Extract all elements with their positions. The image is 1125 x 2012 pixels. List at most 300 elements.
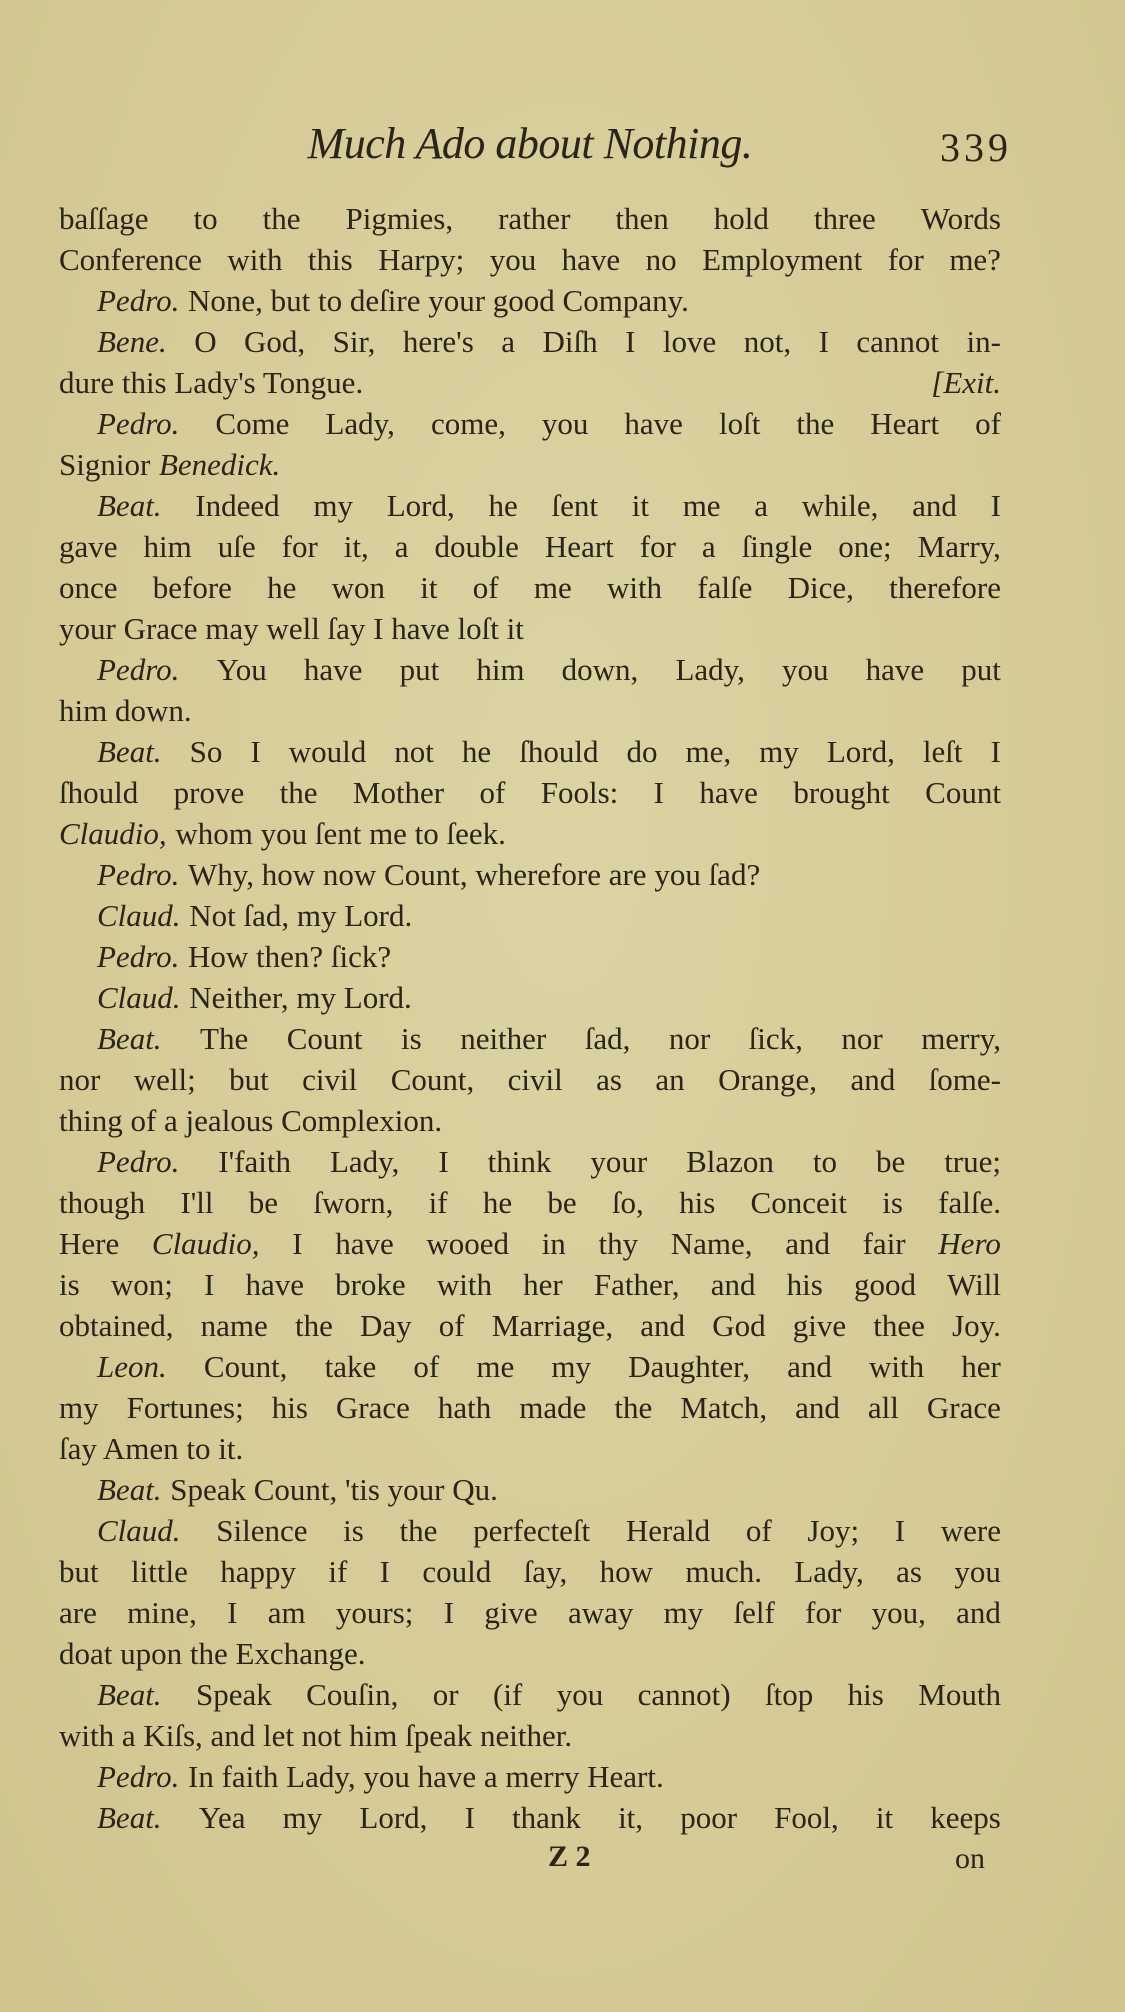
- word: brought: [793, 775, 890, 810]
- word: hath: [437, 1390, 492, 1425]
- word: give: [792, 1308, 847, 1343]
- word: with: [227, 242, 283, 277]
- text-line: [59, 772, 1001, 813]
- word: made: [519, 1390, 587, 1425]
- word: how: [599, 1554, 653, 1589]
- word: leſt: [922, 734, 963, 769]
- speaker-name: Claudio,: [59, 816, 167, 851]
- word: in-: [966, 324, 1001, 359]
- word: Dice,: [787, 570, 854, 605]
- word: have: [561, 242, 621, 277]
- line-text: In faith Lady, you have a merry Heart.: [188, 1759, 664, 1794]
- word: ſtop: [765, 1677, 814, 1712]
- text-line: [59, 198, 1001, 239]
- word: the: [796, 406, 835, 441]
- word: civil: [302, 1062, 358, 1097]
- line-text: None, but to deſire your good Company.: [188, 283, 689, 318]
- text-line: [59, 1756, 1001, 1797]
- word: my: [59, 1390, 99, 1425]
- word: thank: [512, 1800, 581, 1835]
- word: won;: [110, 1267, 173, 1302]
- speaker-name: Pedro.: [97, 1759, 180, 1794]
- text-line: [59, 1551, 1001, 1592]
- word: Daughter,: [628, 1349, 750, 1384]
- word: while,: [801, 488, 879, 523]
- word: ſad,: [584, 1021, 631, 1056]
- word: gave: [59, 529, 118, 564]
- word: broke: [335, 1267, 406, 1302]
- word: with: [869, 1349, 925, 1384]
- word: Count: [925, 775, 1001, 810]
- line-text: your Grace may well ſay I have loſt it: [59, 611, 524, 646]
- word: could: [422, 1554, 492, 1589]
- word: Joy.: [952, 1308, 1001, 1343]
- word: me: [682, 488, 721, 523]
- word: me: [533, 570, 572, 605]
- text-line: [59, 1100, 1001, 1141]
- text-line: [59, 813, 1001, 854]
- word: you,: [871, 1595, 926, 1630]
- word: ſay,: [523, 1554, 568, 1589]
- speaker-name: Beat.: [97, 1472, 162, 1507]
- word: Mouth: [918, 1677, 1001, 1712]
- word: hold: [713, 201, 769, 236]
- word: with: [436, 1267, 492, 1302]
- word: Fortunes;: [126, 1390, 244, 1425]
- word: to: [193, 201, 218, 236]
- line-text: ſay Amen to it.: [59, 1431, 244, 1466]
- word: he: [461, 734, 492, 769]
- word: the: [614, 1390, 653, 1425]
- line-text: How then? ſick?: [188, 939, 392, 974]
- word: have: [245, 1267, 304, 1302]
- word: is: [401, 1021, 422, 1056]
- word: Yea: [198, 1800, 246, 1835]
- word: have: [865, 652, 925, 687]
- speaker-name: Pedro.: [97, 857, 180, 892]
- word: ſworn,: [313, 1185, 394, 1220]
- word: my: [313, 488, 353, 523]
- speaker-or-name-word: Pedro.: [97, 652, 180, 687]
- word: his: [786, 1267, 823, 1302]
- word: his: [847, 1677, 884, 1712]
- word: my: [759, 734, 799, 769]
- word: all: [867, 1390, 899, 1425]
- word: with: [606, 570, 663, 605]
- word: Silence: [216, 1513, 308, 1548]
- word: much.: [685, 1554, 762, 1589]
- word: prove: [173, 775, 245, 810]
- word: of: [472, 570, 499, 605]
- line-text: Signior: [59, 447, 151, 482]
- word: for: [805, 1595, 842, 1630]
- word: uſe: [217, 529, 256, 564]
- word: cannot): [637, 1677, 731, 1712]
- word: give: [484, 1595, 538, 1630]
- word: are: [59, 1595, 97, 1630]
- text-line: [59, 444, 1001, 485]
- word: double: [434, 529, 519, 564]
- word: won: [331, 570, 386, 605]
- word: Sir,: [332, 324, 376, 359]
- word: I: [250, 734, 261, 769]
- catchword: on: [955, 1842, 985, 1875]
- word: me,: [685, 734, 732, 769]
- word: am: [267, 1595, 306, 1630]
- word: his: [679, 1185, 716, 1220]
- word: this: [307, 242, 353, 277]
- word: of: [438, 1308, 465, 1343]
- word: do: [626, 734, 658, 769]
- word: cannot: [856, 324, 940, 359]
- word: of: [975, 406, 1001, 441]
- word: her: [961, 1349, 1001, 1384]
- word: Speak: [195, 1677, 272, 1712]
- word: obtained,: [59, 1308, 174, 1343]
- word: then: [615, 201, 669, 236]
- word: perfecteſt: [473, 1513, 591, 1548]
- word: Count,: [390, 1062, 475, 1097]
- word: him: [476, 652, 525, 687]
- word: falſe: [697, 570, 753, 605]
- speaker-or-name-word: Pedro.: [97, 406, 180, 441]
- word: my: [282, 1800, 323, 1835]
- word: is: [882, 1185, 903, 1220]
- word: Grace: [335, 1390, 410, 1425]
- speaker-or-name-word: Beat.: [97, 1021, 162, 1056]
- word: for: [887, 242, 924, 277]
- text-line: [59, 1715, 1001, 1756]
- word: is: [343, 1513, 364, 1548]
- word: my: [663, 1595, 704, 1630]
- word: Diſh: [542, 324, 598, 359]
- text-line: [59, 1018, 1001, 1059]
- word: Match,: [680, 1390, 768, 1425]
- word: his: [271, 1390, 308, 1425]
- word: not: [394, 734, 434, 769]
- word: Lord,: [359, 1800, 428, 1835]
- word: O: [194, 324, 217, 359]
- word: little: [131, 1554, 188, 1589]
- word: loſt: [718, 406, 761, 441]
- word: Count: [286, 1021, 363, 1056]
- word: Conceit: [750, 1185, 847, 1220]
- word: Fools:: [540, 775, 619, 810]
- signature-mark: Z 2: [548, 1840, 591, 1873]
- word: away: [567, 1595, 634, 1630]
- word: if: [328, 1554, 348, 1589]
- stage-direction-exit: [Exit.: [931, 365, 1001, 400]
- word: Mother: [352, 775, 445, 810]
- word: I: [990, 488, 1001, 523]
- word: yours;: [335, 1595, 414, 1630]
- text-line: [59, 731, 1001, 772]
- word: Grace: [926, 1390, 1001, 1425]
- word: he: [488, 488, 518, 523]
- text-line: [59, 690, 1001, 731]
- text-line: [59, 649, 1001, 690]
- word: and: [850, 1062, 896, 1097]
- text-line: [59, 280, 1001, 321]
- speaker-or-name-word: Beat.: [97, 734, 162, 769]
- word: Words: [920, 201, 1001, 236]
- word: it: [420, 570, 438, 605]
- word: baſſage: [59, 201, 149, 236]
- word: but: [59, 1554, 99, 1589]
- word: Count,: [203, 1349, 288, 1384]
- word: be: [875, 1144, 906, 1179]
- word: merry,: [921, 1021, 1001, 1056]
- speaker-name: Benedick.: [158, 447, 281, 482]
- speaker-or-name-word: Claud.: [97, 1513, 181, 1548]
- word: I: [292, 1226, 303, 1261]
- speaker-name: Pedro.: [97, 939, 180, 974]
- text-line: [59, 1674, 1001, 1715]
- word: Marry,: [917, 529, 1001, 564]
- word: is: [59, 1267, 80, 1302]
- text-line: [59, 567, 1001, 608]
- word: the: [262, 201, 301, 236]
- word: one;: [838, 529, 892, 564]
- word: keeps: [930, 1800, 1001, 1835]
- text-line: [59, 936, 1001, 977]
- speaker-or-name-word: Beat.: [97, 488, 162, 523]
- word: a: [701, 529, 716, 564]
- word: or: [432, 1677, 459, 1712]
- text-line: [59, 321, 1001, 362]
- text-line: [59, 1633, 1001, 1674]
- line-text: doat upon the Exchange.: [59, 1636, 366, 1671]
- word: I: [227, 1595, 238, 1630]
- word: he: [482, 1185, 513, 1220]
- word: for: [639, 529, 676, 564]
- word: Blazon: [686, 1144, 774, 1179]
- word: I: [443, 1595, 455, 1630]
- word: Heart: [544, 529, 614, 564]
- word: Father,: [593, 1267, 680, 1302]
- word: I: [203, 1267, 215, 1302]
- word: it,: [343, 529, 369, 564]
- word: an: [655, 1062, 685, 1097]
- word: Fool,: [774, 1800, 839, 1835]
- word: I: [990, 734, 1001, 769]
- word: have: [624, 406, 683, 441]
- word: Here: [59, 1226, 120, 1261]
- word: Name,: [670, 1226, 753, 1261]
- word: your: [590, 1144, 648, 1179]
- word: have: [303, 652, 363, 687]
- word: Marriage,: [491, 1308, 614, 1343]
- word: love: [662, 324, 717, 359]
- text-line: [59, 1428, 1001, 1469]
- word: the: [399, 1513, 438, 1548]
- text-line: [59, 608, 1001, 649]
- word: wooed: [426, 1226, 510, 1261]
- word: and: [912, 488, 957, 523]
- word: but: [229, 1062, 269, 1097]
- word: Harpy;: [378, 242, 465, 277]
- word: put: [961, 652, 1001, 687]
- word: falſe.: [938, 1185, 1001, 1220]
- word: I: [438, 1144, 449, 1179]
- word: and: [710, 1267, 756, 1302]
- word: you: [489, 242, 537, 277]
- word: a: [394, 529, 409, 564]
- text-line: [59, 1510, 1001, 1551]
- word: You: [216, 652, 267, 687]
- word: you: [541, 406, 589, 441]
- word: of: [745, 1513, 772, 1548]
- word: and: [956, 1595, 1001, 1630]
- word: ſick,: [748, 1021, 803, 1056]
- word: God: [712, 1308, 766, 1343]
- word: a: [754, 488, 769, 523]
- word: put: [399, 652, 440, 687]
- text-line: [59, 1182, 1001, 1223]
- word: I: [379, 1554, 390, 1589]
- word: I: [464, 1800, 475, 1835]
- word: the: [294, 1308, 333, 1343]
- text-line: [59, 1797, 1001, 1838]
- word: mine,: [127, 1595, 197, 1630]
- running-title: Much Ado about Nothing.: [307, 119, 753, 168]
- speaker-or-name-word: Pedro.: [97, 1144, 180, 1179]
- word: would: [288, 734, 367, 769]
- word: and: [640, 1308, 686, 1343]
- word: be: [248, 1185, 279, 1220]
- line-text: with a Kiſs, and let not him ſpeak neither.: [59, 1718, 573, 1753]
- speaker-or-name-word: Claudio,: [151, 1226, 260, 1261]
- line-text: thing of a jealous Complexion.: [59, 1103, 443, 1138]
- word: if: [428, 1185, 448, 1220]
- word: nor: [668, 1021, 711, 1056]
- word: Orange,: [718, 1062, 818, 1097]
- word: have: [335, 1226, 394, 1261]
- word: ſelf: [733, 1595, 775, 1630]
- word: Lady,: [325, 406, 395, 441]
- word: a: [501, 324, 516, 359]
- word: God,: [244, 324, 306, 359]
- word: nor: [59, 1062, 101, 1097]
- word: ſent: [551, 488, 598, 523]
- word: be: [547, 1185, 577, 1220]
- word: Heart: [870, 406, 940, 441]
- word: it: [631, 488, 649, 523]
- speaker-name: Claud.: [97, 980, 181, 1015]
- word: in: [541, 1226, 566, 1261]
- word: it: [875, 1800, 894, 1835]
- word: he: [267, 570, 297, 605]
- word: as: [896, 1554, 922, 1589]
- word: my: [551, 1349, 591, 1384]
- speaker-or-name-word: Bene.: [97, 324, 167, 359]
- text-line: [59, 1264, 1001, 1305]
- word: for: [281, 529, 318, 564]
- text-line: [59, 239, 1001, 280]
- word: I: [653, 775, 664, 810]
- word: So: [189, 734, 223, 769]
- word: though: [59, 1185, 146, 1220]
- word: Conference: [59, 242, 202, 277]
- word: me: [476, 1349, 515, 1384]
- text-line: [59, 895, 1001, 936]
- word: Come: [215, 406, 290, 441]
- line-text: Neither, my Lord.: [189, 980, 412, 1015]
- play-text: [59, 198, 1001, 1838]
- speaker-name: Pedro.: [97, 283, 180, 318]
- word: ſo,: [611, 1185, 644, 1220]
- word: I: [625, 324, 636, 359]
- word: I: [818, 324, 829, 359]
- text-line: [59, 1592, 1001, 1633]
- word: Will: [947, 1267, 1001, 1302]
- text-line: [59, 1305, 1001, 1346]
- word: once: [59, 570, 118, 605]
- word: you: [782, 652, 829, 687]
- word: to: [812, 1144, 838, 1179]
- speaker-name: Claud.: [97, 898, 181, 933]
- word: Pigmies,: [345, 201, 454, 236]
- word: (if: [493, 1677, 523, 1712]
- word: rather: [498, 201, 571, 236]
- word: were: [940, 1513, 1001, 1548]
- word: take: [324, 1349, 377, 1384]
- word: of: [479, 775, 506, 810]
- page-number: 339: [940, 125, 1012, 170]
- text-line: [59, 403, 1001, 444]
- text-line: [59, 362, 1001, 403]
- text-line: [59, 1223, 1001, 1264]
- text-line: [59, 977, 1001, 1018]
- word: I'll: [180, 1185, 214, 1220]
- text-line: [59, 1346, 1001, 1387]
- speaker-or-name-word: Beat.: [97, 1800, 162, 1835]
- text-line: [59, 1387, 1001, 1428]
- word: Joy;: [807, 1513, 860, 1548]
- word: it,: [618, 1800, 644, 1835]
- word: I: [894, 1513, 906, 1548]
- word: civil: [507, 1062, 563, 1097]
- word: her: [523, 1267, 563, 1302]
- word: and: [787, 1349, 832, 1384]
- word: think: [487, 1144, 552, 1179]
- word: before: [152, 570, 232, 605]
- word: Herald: [625, 1513, 711, 1548]
- word: the: [279, 775, 318, 810]
- word: nor: [841, 1021, 883, 1056]
- speaker-or-name-word: Leon.: [97, 1349, 167, 1384]
- line-text: dure this Lady's Tongue.: [59, 365, 364, 400]
- word: of: [413, 1349, 440, 1384]
- word: ſingle: [741, 529, 813, 564]
- word: happy: [220, 1554, 296, 1589]
- line-text: Speak Count, 'tis your Qu.: [170, 1472, 498, 1507]
- word: neither: [460, 1021, 547, 1056]
- speaker-or-name-word: Beat.: [97, 1677, 162, 1712]
- speaker-or-name-word: Hero: [938, 1226, 1001, 1261]
- word: you: [556, 1677, 604, 1712]
- word: down,: [561, 652, 639, 687]
- text-line: [59, 1469, 1001, 1510]
- word: Lord,: [386, 488, 455, 523]
- word: ſome-: [928, 1062, 1001, 1097]
- word: and: [785, 1226, 830, 1261]
- text-line: [59, 854, 1001, 895]
- word: I'faith: [218, 1144, 292, 1179]
- word: three: [813, 201, 876, 236]
- word: have: [699, 775, 758, 810]
- word: thee: [873, 1308, 925, 1343]
